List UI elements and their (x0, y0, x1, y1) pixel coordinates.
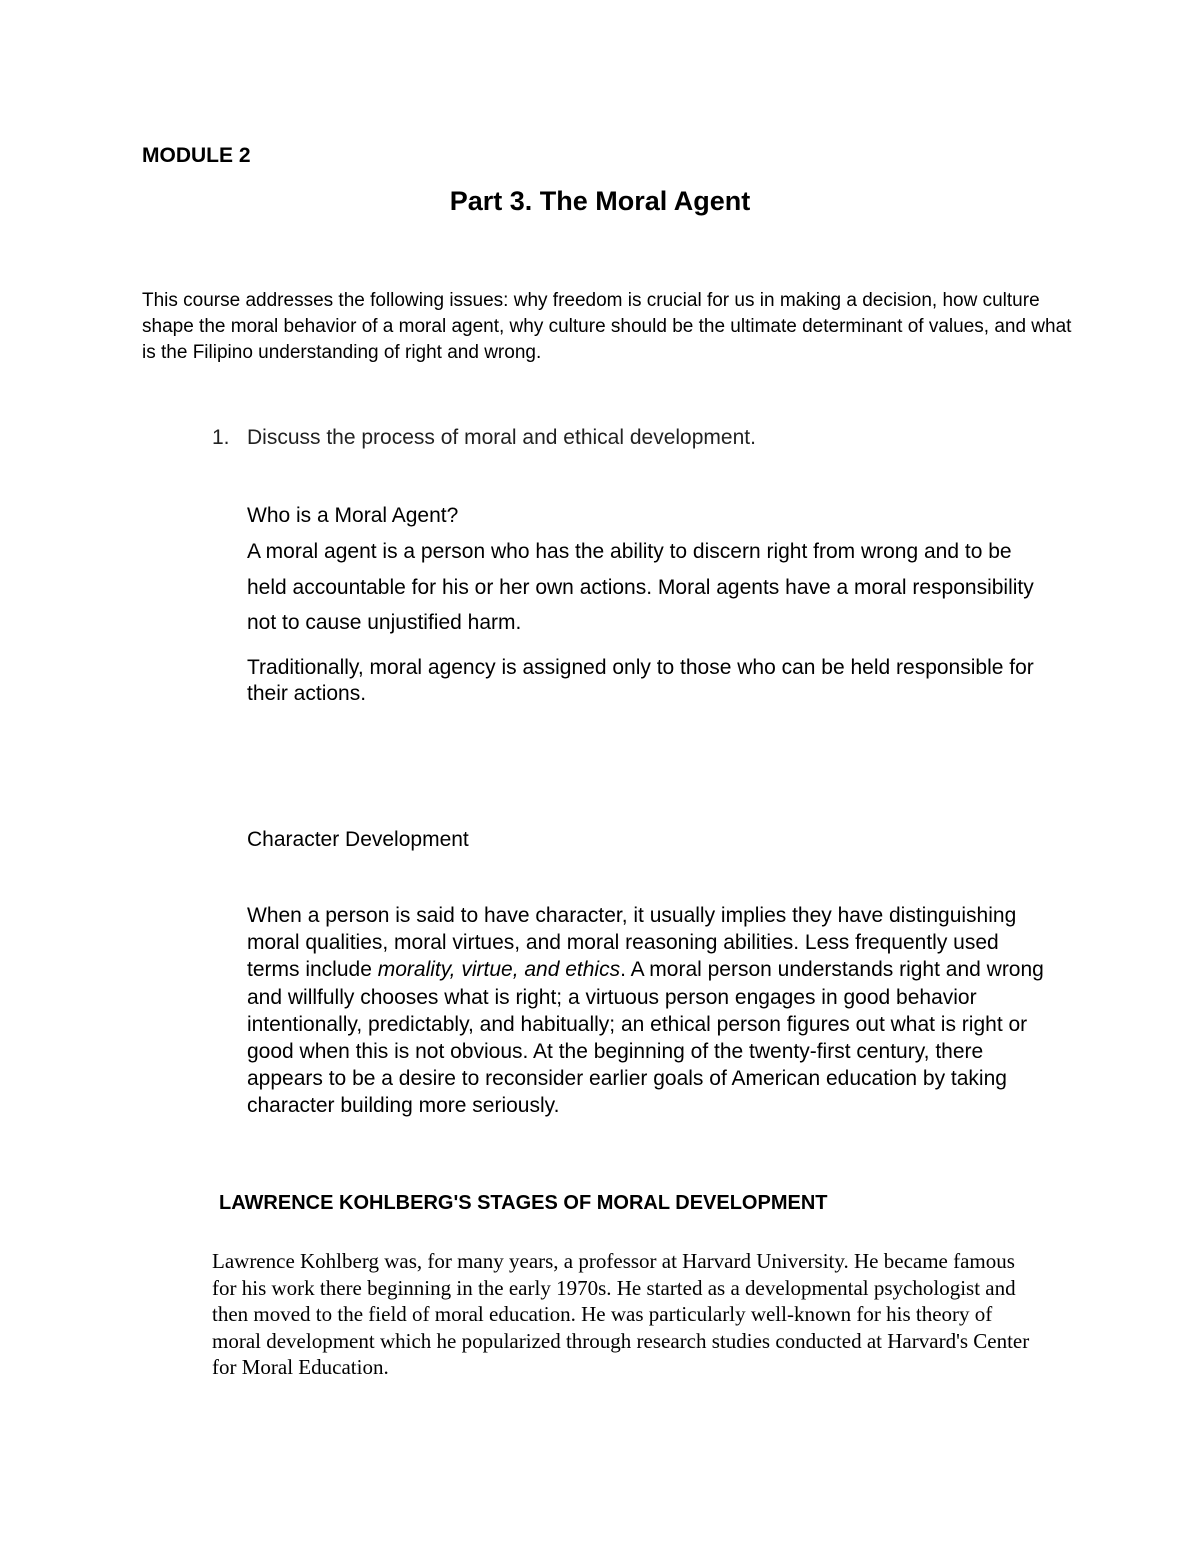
character-body-part2: . A moral person understands right and wrong and willfully chooses what is right; a virtuous person engages in good behavior intentionally, predictably, and habitually; an ethical person figures out what is right or good when this is not obvious. At the beginning of the twenty-first century, there appears to be a desire to reconsider earlier goals of American education by taking character building more seriously. (247, 958, 1044, 1118)
part-title: Part 3. The Moral Agent (449, 186, 751, 216)
module-label: MODULE 2 (142, 144, 251, 167)
moral-agency-traditional: Traditionally, moral agency is assigned only to those who can be held responsible for their actions. (247, 656, 1034, 705)
character-body-part1: When a person is said to have character, it usually implies they have distinguishing moral qualities, moral virtues, and moral reasoning abilities. Less frequently used terms include (247, 904, 1017, 982)
intro-paragraph: This course addresses the following issues: why freedom is crucial for us in making a decision, how culture shape the moral behavior of a moral agent, why culture should be the ultimate determinant of values, and what is the Filipino understanding of right and wrong. (142, 290, 1072, 363)
list-item-text: Discuss the process of moral and ethical development. (247, 426, 756, 449)
character-body-emphasis: morality, virtue, and ethics (377, 958, 621, 982)
list-item (212, 424, 1012, 452)
moral-agent-definition: A moral agent is a person who has the ability to discern right from wrong and to be held accountable for his or her own actions. Moral agents have a moral responsibility not to cause unjustified harm. (247, 540, 1034, 634)
list-item-number: 1. (212, 426, 230, 449)
kohlberg-heading: LAWRENCE KOHLBERG'S STAGES OF MORAL DEVELOPMENT (219, 1192, 828, 1214)
character-development-heading: Character Development (247, 828, 469, 851)
character-development-body (247, 902, 1057, 1120)
kohlberg-body: Lawrence Kohlberg was, for many years, a professor at Harvard University. He became famous for his work there beginning in the early 1970s. He started as a developmental psychologist and then moved to the field of moral education. He was particularly well-known for his theory of moral development which he popularized through research studies conducted at Harvard's Center for Moral Education. (212, 1249, 1030, 1379)
moral-agent-heading: Who is a Moral Agent? (247, 504, 459, 527)
